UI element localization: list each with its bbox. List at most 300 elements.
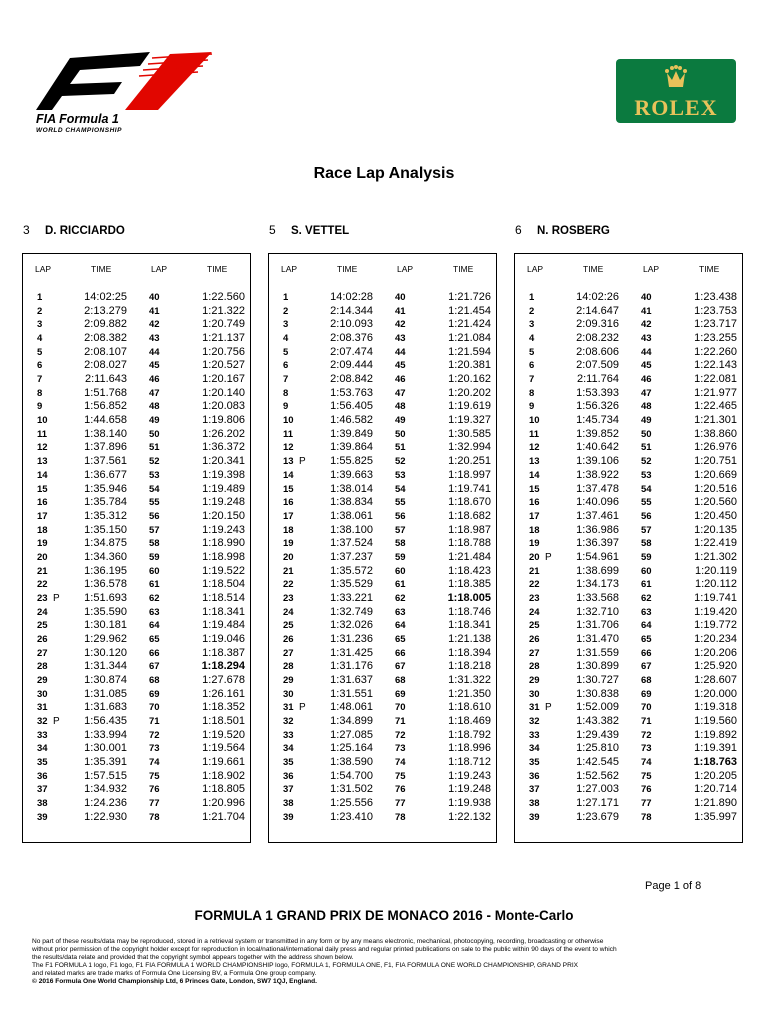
table-row [283, 606, 383, 619]
lap-time: 1:25.556 [330, 797, 373, 810]
table-row [149, 783, 249, 796]
lap-number: 63 [641, 606, 652, 618]
lap-time: 1:31.344 [84, 660, 127, 673]
table-row [395, 783, 495, 796]
table-row [641, 469, 741, 482]
pit-marker: P [53, 716, 60, 728]
lap-time: 2:11.764 [576, 373, 619, 386]
lap-time: 1:21.322 [202, 304, 245, 317]
table-row [395, 715, 495, 728]
lap-number: 72 [641, 729, 652, 741]
table-row [37, 387, 137, 400]
table-row [529, 701, 629, 714]
lap-number: 29 [283, 675, 294, 687]
table-row [149, 414, 249, 427]
table-row [283, 305, 383, 318]
lap-time: 1:38.014 [330, 482, 373, 495]
lap-number: 17 [37, 510, 48, 522]
lap-number: 40 [641, 292, 652, 303]
lap-time: 1:19.938 [448, 797, 491, 810]
lap-number: 2 [529, 305, 535, 317]
lap-number: 22 [37, 579, 48, 591]
lap-number: 41 [149, 305, 160, 317]
lap-number: 38 [283, 798, 294, 810]
table-row [149, 647, 249, 660]
lap-time: 1:38.922 [576, 468, 619, 481]
table-row [641, 305, 741, 318]
table-row [641, 441, 741, 454]
lap-number: 57 [641, 524, 652, 536]
lap-number: 14 [37, 469, 48, 481]
table-row [395, 318, 495, 331]
table-row [395, 291, 495, 304]
table-row [395, 619, 495, 632]
lap-number: 19 [529, 538, 540, 550]
lap-time: 1:37.896 [84, 441, 127, 454]
lap-table [514, 253, 743, 843]
lap-number: 57 [395, 524, 406, 536]
lap-time: 1:36.986 [576, 523, 619, 536]
table-row [37, 496, 137, 509]
lap-time: 1:35.312 [84, 509, 127, 522]
lap-number: 76 [149, 784, 160, 796]
lap-time: 1:35.572 [330, 564, 373, 577]
table-row [149, 578, 249, 591]
table-row [529, 674, 629, 687]
lap-number: 9 [283, 401, 289, 413]
lap-number: 62 [395, 592, 406, 604]
lap-number: 19 [283, 538, 294, 550]
lap-number: 37 [529, 784, 540, 796]
lap-number: 59 [149, 551, 160, 563]
lap-time: 1:18.385 [448, 578, 491, 591]
table-row [641, 496, 741, 509]
table-row [37, 729, 137, 742]
lap-number: 69 [395, 688, 406, 700]
lap-time: 1:31.236 [330, 633, 373, 645]
lap-time: 1:35.150 [84, 523, 127, 536]
column-header-lap: LAP [151, 264, 168, 274]
column-header-lap: LAP [397, 264, 414, 274]
table-row [283, 578, 383, 591]
lap-time: 1:23.410 [330, 810, 373, 823]
lap-number: 27 [283, 647, 294, 659]
table-row [641, 318, 741, 331]
lap-time: 2:09.444 [330, 359, 373, 372]
lap-time: 1:18.469 [448, 715, 491, 728]
lap-number: 10 [529, 415, 540, 427]
lap-number: 66 [641, 647, 652, 659]
disclaimer-line: The F1 FORMULA 1 logo, F1 logo, F1 FIA FORMULA 1 WORLD CHAMPIONSHIP logo, FORMULA 1, FORMULA ONE, F1, FIA FORMULA ONE WORLD CHAMPIONSHIP, GRAND PRIX [32, 962, 579, 970]
lap-time: 1:19.420 [694, 605, 737, 618]
lap-number: 31 [37, 702, 48, 714]
table-row [149, 565, 249, 578]
lap-number: 41 [641, 305, 652, 317]
lap-time: 1:21.726 [448, 291, 491, 303]
table-row [529, 565, 629, 578]
column-header-lap: LAP [35, 264, 52, 274]
lap-time: 1:31.322 [448, 674, 491, 687]
lap-number: 52 [149, 456, 160, 468]
table-row [529, 729, 629, 742]
pit-marker: P [545, 551, 552, 563]
lap-time: 1:19.560 [694, 715, 737, 728]
disclaimer-line: without prior permission of the copyright holder except for reproduction in local/national/international daily press and regular printed publications on sale to the public within 90 days of the event to which [32, 946, 617, 954]
table-row [37, 701, 137, 714]
lap-number: 46 [641, 374, 652, 386]
lap-number: 16 [283, 497, 294, 509]
lap-number: 39 [37, 811, 48, 823]
table-row [395, 742, 495, 755]
lap-number: 29 [37, 675, 48, 687]
lap-time: 1:27.085 [330, 728, 373, 741]
table-row [529, 660, 629, 673]
lap-time: 2:08.232 [576, 332, 619, 345]
lap-number: 65 [395, 634, 406, 645]
lap-time: 1:18.387 [202, 646, 245, 659]
lap-time: 1:18.997 [448, 468, 491, 481]
table-row [283, 524, 383, 537]
lap-time: 1:30.727 [576, 674, 619, 687]
table-row [395, 565, 495, 578]
lap-time: 1:20.669 [694, 468, 737, 481]
lap-number: 77 [641, 798, 652, 810]
lap-time: 1:19.318 [694, 701, 737, 714]
lap-time: 1:19.741 [448, 482, 491, 495]
lap-number: 3 [283, 319, 289, 331]
table-row [395, 524, 495, 537]
lap-number: 14 [529, 469, 540, 481]
table-row [149, 660, 249, 673]
lap-number: 20 [529, 551, 540, 563]
table-row [37, 647, 137, 660]
lap-number: 63 [395, 606, 406, 618]
lap-number: 1 [529, 292, 535, 303]
table-row [283, 359, 383, 372]
lap-time: 1:23.438 [694, 291, 737, 303]
table-row [37, 373, 137, 386]
lap-number: 70 [641, 702, 652, 714]
table-row [529, 414, 629, 427]
table-row [395, 606, 495, 619]
lap-number: 38 [37, 798, 48, 810]
lap-number: 5 [37, 346, 43, 358]
lap-number: 57 [149, 524, 160, 536]
lap-time: 1:25.810 [576, 742, 619, 755]
column-header-time: TIME [91, 264, 112, 274]
lap-number: 8 [529, 387, 535, 399]
lap-number: 78 [641, 811, 652, 823]
lap-time: 1:20.119 [694, 564, 737, 577]
table-row [283, 318, 383, 331]
lap-time: 1:30.120 [84, 646, 127, 659]
lap-time: 1:20.341 [202, 455, 245, 468]
table-row [37, 428, 137, 441]
lap-number: 38 [529, 798, 540, 810]
column-header-lap: LAP [643, 264, 660, 274]
lap-time: 1:36.372 [202, 441, 245, 454]
lap-number: 56 [395, 510, 406, 522]
table-row [149, 688, 249, 701]
table-row [37, 346, 137, 359]
lap-time: 1:19.243 [448, 769, 491, 782]
lap-time: 1:32.749 [330, 605, 373, 618]
lap-number: 14 [283, 469, 294, 481]
table-row [529, 455, 629, 468]
lap-time: 1:20.112 [694, 578, 737, 591]
table-row [395, 455, 495, 468]
table-row [37, 537, 137, 550]
table-row [283, 291, 383, 304]
lap-time: 1:21.484 [448, 550, 491, 563]
lap-number: 25 [283, 620, 294, 632]
disclaimer-line: No part of these results/data may be reproduced, stored in a retrieval system or transmitted in any form or by any means electronic, mechanical, photocopying, recording, broadcasting or otherwise [32, 938, 604, 945]
lap-time: 1:39.864 [330, 441, 373, 454]
lap-number: 15 [529, 483, 540, 495]
lap-number: 58 [641, 538, 652, 550]
lap-number: 67 [149, 661, 160, 673]
table-row [283, 414, 383, 427]
lap-number: 59 [395, 551, 406, 563]
lap-time: 1:18.394 [448, 646, 491, 659]
page-title: Race Lap Analysis [313, 165, 455, 182]
lap-time: 1:52.009 [576, 701, 619, 714]
table-row [149, 524, 249, 537]
lap-number: 50 [149, 428, 160, 440]
lap-time: 1:20.516 [694, 482, 737, 495]
table-row [283, 729, 383, 742]
lap-time: 1:44.658 [84, 414, 127, 427]
lap-time: 1:19.661 [202, 756, 245, 769]
lap-number: 53 [395, 469, 406, 481]
table-row [641, 524, 741, 537]
lap-number: 64 [149, 620, 160, 632]
driver-number: 5 [269, 223, 276, 237]
rolex-logo [616, 59, 736, 123]
driver-name: S. VETTEL [291, 225, 350, 237]
lap-time: 1:19.892 [694, 728, 737, 741]
lap-time: 1:21.302 [694, 550, 737, 563]
table-row [529, 811, 629, 824]
table-row [283, 756, 383, 769]
table-row [37, 592, 137, 605]
lap-number: 40 [395, 292, 406, 303]
lap-time: 1:33.994 [84, 728, 127, 741]
table-row [529, 592, 629, 605]
table-row [149, 756, 249, 769]
lap-number: 62 [641, 592, 652, 604]
lap-number: 70 [149, 702, 160, 714]
lap-time: 1:18.996 [448, 742, 491, 755]
table-row [529, 688, 629, 701]
lap-time: 1:21.890 [694, 797, 737, 810]
lap-time: 1:35.784 [84, 496, 127, 509]
table-row [283, 551, 383, 564]
lap-time: 2:11.643 [84, 373, 127, 386]
lap-number: 48 [395, 401, 406, 413]
lap-number: 78 [395, 811, 406, 823]
lap-time: 1:19.520 [202, 728, 245, 741]
lap-time: 1:21.350 [448, 687, 491, 700]
table-row [149, 346, 249, 359]
lap-number: 34 [37, 743, 48, 755]
lap-number: 17 [283, 510, 294, 522]
table-row [395, 469, 495, 482]
lap-time: 1:20.527 [202, 359, 245, 372]
lap-time: 1:56.435 [84, 715, 127, 728]
lap-number: 47 [641, 387, 652, 399]
table-row [529, 742, 629, 755]
lap-time: 1:53.763 [330, 386, 373, 399]
lap-time: 2:14.344 [330, 304, 373, 317]
table-row [529, 291, 629, 304]
lap-time: 1:30.001 [84, 742, 127, 755]
lap-number: 55 [149, 497, 160, 509]
table-row [283, 346, 383, 359]
table-row [641, 688, 741, 701]
lap-time: 1:37.561 [84, 455, 127, 468]
lap-time: 1:19.248 [448, 783, 491, 796]
lap-number: 51 [149, 442, 160, 454]
table-row [283, 715, 383, 728]
lap-time: 1:21.084 [448, 332, 491, 345]
lap-time: 2:07.509 [576, 359, 619, 372]
lap-time: 1:22.930 [84, 810, 127, 823]
table-row [37, 578, 137, 591]
table-row [283, 373, 383, 386]
lap-time: 1:27.678 [202, 674, 245, 687]
lap-number: 71 [395, 716, 406, 728]
table-row [37, 715, 137, 728]
lap-time: 1:26.976 [694, 441, 737, 454]
lap-time: 1:19.248 [202, 496, 245, 509]
lap-time: 1:18.746 [448, 605, 491, 618]
lap-time: 1:21.594 [448, 345, 491, 358]
table-row [529, 332, 629, 345]
lap-number: 7 [283, 374, 289, 386]
table-row [529, 318, 629, 331]
lap-time: 2:14.647 [576, 304, 619, 317]
lap-number: 8 [37, 387, 43, 399]
lap-time: 1:19.806 [202, 414, 245, 427]
lap-time: 1:51.693 [84, 591, 127, 604]
lap-number: 45 [395, 360, 406, 372]
lap-time: 1:38.860 [694, 427, 737, 440]
lap-number: 21 [283, 565, 294, 577]
lap-number: 1 [37, 292, 43, 303]
table-row [529, 578, 629, 591]
lap-time: 1:18.792 [448, 728, 491, 741]
table-row [641, 647, 741, 660]
table-row [149, 742, 249, 755]
lap-time: 1:32.710 [576, 605, 619, 618]
lap-time: 1:37.461 [576, 509, 619, 522]
lap-time: 1:35.590 [84, 605, 127, 618]
table-row [529, 441, 629, 454]
lap-time: 1:21.454 [448, 304, 491, 317]
lap-time: 1:18.501 [202, 715, 245, 728]
lap-number: 7 [529, 374, 535, 386]
lap-time: 2:09.316 [576, 318, 619, 331]
table-row [149, 701, 249, 714]
lap-time: 1:35.946 [84, 482, 127, 495]
table-row [149, 770, 249, 783]
table-row [283, 797, 383, 810]
lap-number: 15 [283, 483, 294, 495]
lap-time: 1:38.140 [84, 427, 127, 440]
lap-number: 69 [149, 688, 160, 700]
lap-number: 64 [641, 620, 652, 632]
lap-time: 1:18.998 [202, 550, 245, 563]
table-row [283, 537, 383, 550]
lap-time: 1:40.096 [576, 496, 619, 509]
table-row [641, 373, 741, 386]
lap-number: 73 [641, 743, 652, 755]
table-row [641, 783, 741, 796]
lap-time: 1:19.772 [694, 619, 737, 632]
lap-time: 1:23.679 [576, 810, 619, 823]
lap-number: 54 [395, 483, 406, 495]
lap-number: 77 [149, 798, 160, 810]
column-header-lap: LAP [527, 264, 544, 274]
lap-time: 1:18.987 [448, 523, 491, 536]
lap-number: 33 [37, 729, 48, 741]
lap-number: 45 [641, 360, 652, 372]
table-row [395, 414, 495, 427]
table-row [149, 483, 249, 496]
lap-time: 1:30.585 [448, 427, 491, 440]
lap-time: 1:39.852 [576, 427, 619, 440]
lap-number: 23 [283, 592, 294, 604]
table-row [641, 428, 741, 441]
lap-time: 1:18.682 [448, 509, 491, 522]
table-row [37, 797, 137, 810]
lap-time: 2:07.474 [330, 345, 373, 358]
lap-time: 1:18.763 [693, 756, 737, 769]
lap-time: 1:18.670 [448, 496, 491, 509]
lap-number: 26 [529, 634, 540, 645]
table-row [641, 578, 741, 591]
lap-time: 1:35.391 [84, 756, 127, 769]
lap-number: 5 [529, 346, 535, 358]
lap-number: 67 [641, 661, 652, 673]
lap-number: 27 [529, 647, 540, 659]
lap-time: 1:30.874 [84, 674, 127, 687]
lap-time: 1:37.478 [576, 482, 619, 495]
lap-time: 1:34.173 [576, 578, 619, 591]
table-row [283, 592, 383, 605]
lap-time: 1:25.164 [330, 742, 373, 755]
lap-number: 21 [37, 565, 48, 577]
lap-number: 24 [529, 606, 540, 618]
lap-time: 1:43.382 [576, 715, 619, 728]
table-row [529, 524, 629, 537]
lap-number: 40 [149, 292, 160, 303]
lap-time: 1:32.994 [448, 441, 491, 454]
table-row [641, 483, 741, 496]
table-row [37, 770, 137, 783]
lap-time: 1:56.405 [330, 400, 373, 413]
lap-time: 1:22.560 [202, 291, 245, 303]
table-row [641, 674, 741, 687]
column-header-time: TIME [583, 264, 604, 274]
lap-time: 1:20.150 [202, 509, 245, 522]
lap-time: 1:20.162 [448, 373, 491, 386]
table-row [395, 496, 495, 509]
table-row [641, 797, 741, 810]
lap-number: 58 [149, 538, 160, 550]
lap-number: 73 [149, 743, 160, 755]
